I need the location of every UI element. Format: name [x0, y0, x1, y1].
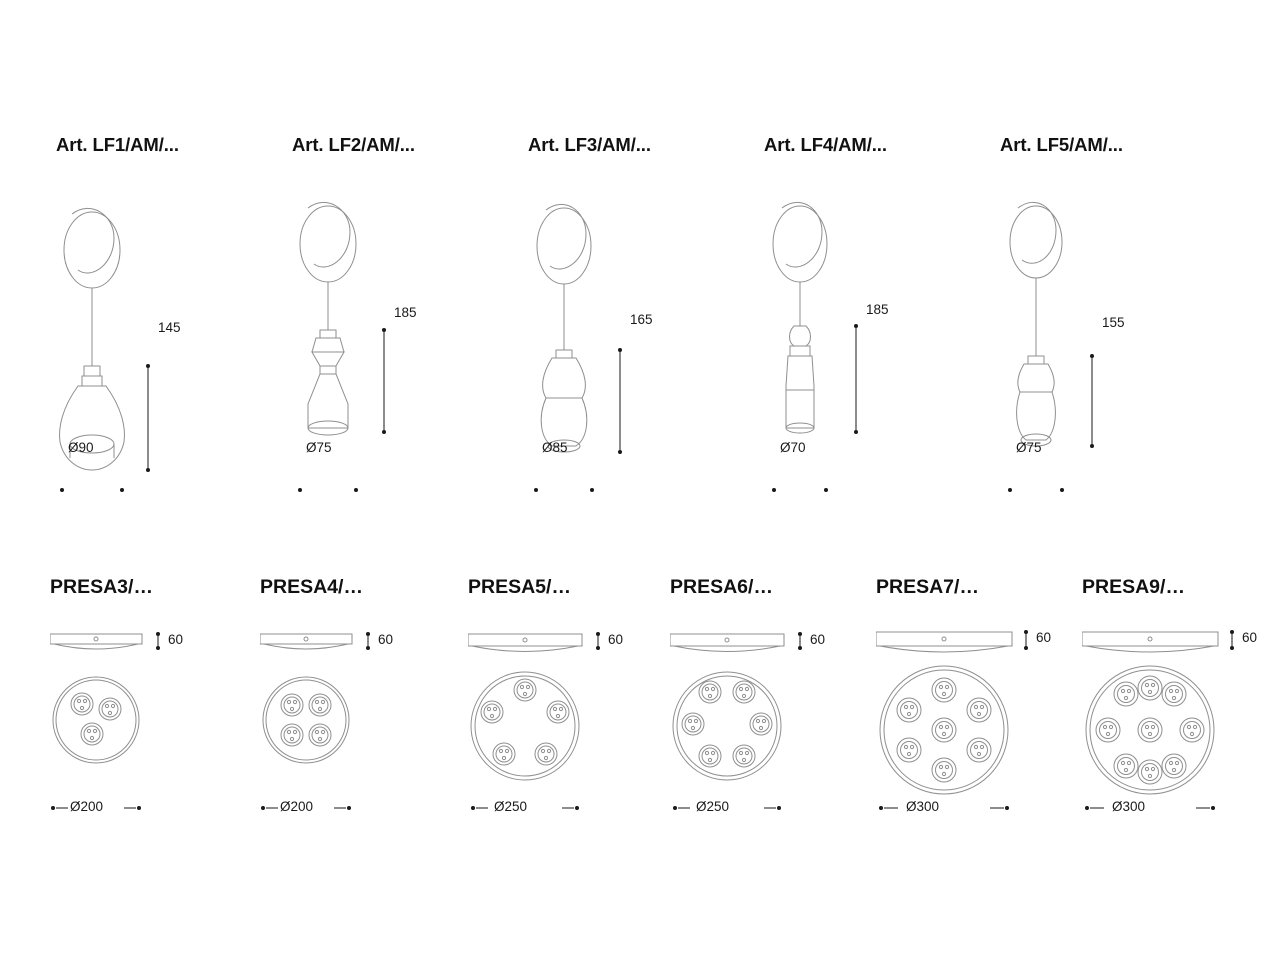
presa-cell-4: [260, 560, 470, 860]
presa-drawing-3: [50, 608, 260, 843]
lamp-diameter-label: Ø70: [780, 440, 806, 455]
presa-height-label: 60: [810, 632, 826, 647]
lamp-title: Art. LF2/AM/...: [292, 134, 415, 155]
presa-drawing-4: [260, 608, 470, 843]
lamp-cell-lf3: [528, 120, 764, 500]
lamp-height-label: 185: [866, 302, 889, 317]
lamp-diameter-label: Ø90: [68, 440, 94, 455]
lamp-diameter-label: Ø75: [1016, 440, 1042, 455]
lamp-title: Art. LF5/AM/...: [1000, 134, 1123, 155]
lamp-diameter-label: Ø75: [306, 440, 332, 455]
lamp-cell-lf1: [56, 120, 292, 500]
presa-diameter-label: Ø200: [280, 799, 314, 814]
lamp-drawing-lf1: [56, 160, 292, 500]
presa-title: PRESA7/…: [876, 576, 979, 598]
lamp-drawing-lf5: [1000, 160, 1236, 500]
presa-drawing-6: [670, 608, 880, 843]
presa-title: PRESA9/…: [1082, 576, 1185, 598]
lamp-height-label: 155: [1102, 315, 1125, 330]
presa-drawing-7: [876, 608, 1086, 843]
presa-title: PRESA4/…: [260, 576, 363, 598]
ceiling-plate-row: [0, 560, 1280, 860]
lamp-height-label: 145: [158, 320, 181, 335]
lamp-height-label: 185: [394, 305, 417, 320]
lamp-cell-lf4: [764, 120, 1000, 500]
presa-diameter-label: Ø250: [696, 799, 730, 814]
lamp-height-label: 165: [630, 312, 653, 327]
presa-diameter-label: Ø250: [494, 799, 528, 814]
presa-cell-7: [876, 560, 1086, 860]
presa-drawing-9: [1082, 608, 1280, 843]
lamp-title: Art. LF4/AM/...: [764, 134, 887, 155]
presa-diameter-label: Ø300: [1112, 799, 1146, 814]
lamp-drawing-lf3: [528, 160, 764, 500]
lamp-drawing-lf2: [292, 160, 528, 500]
lamp-cell-lf2: [292, 120, 528, 500]
lamp-title: Art. LF3/AM/...: [528, 134, 651, 155]
presa-title: PRESA6/…: [670, 576, 773, 598]
presa-height-label: 60: [1036, 630, 1052, 645]
lamp-diameter-label: Ø85: [542, 440, 568, 455]
presa-title: PRESA3/…: [50, 576, 153, 598]
pendant-lamp-row: [0, 120, 1280, 500]
presa-cell-5: [468, 560, 678, 860]
presa-height-label: 60: [608, 632, 624, 647]
presa-height-label: 60: [168, 632, 184, 647]
presa-cell-3: [50, 560, 260, 860]
presa-cell-6: [670, 560, 880, 860]
presa-height-label: 60: [1242, 630, 1258, 645]
lamp-title: Art. LF1/AM/...: [56, 134, 179, 155]
lamp-drawing-lf4: [764, 160, 1000, 500]
presa-height-label: 60: [378, 632, 394, 647]
presa-cell-9: [1082, 560, 1280, 860]
presa-title: PRESA5/…: [468, 576, 571, 598]
presa-diameter-label: Ø300: [906, 799, 940, 814]
lamp-cell-lf5: [1000, 120, 1236, 500]
presa-drawing-5: [468, 608, 678, 843]
presa-diameter-label: Ø200: [70, 799, 104, 814]
